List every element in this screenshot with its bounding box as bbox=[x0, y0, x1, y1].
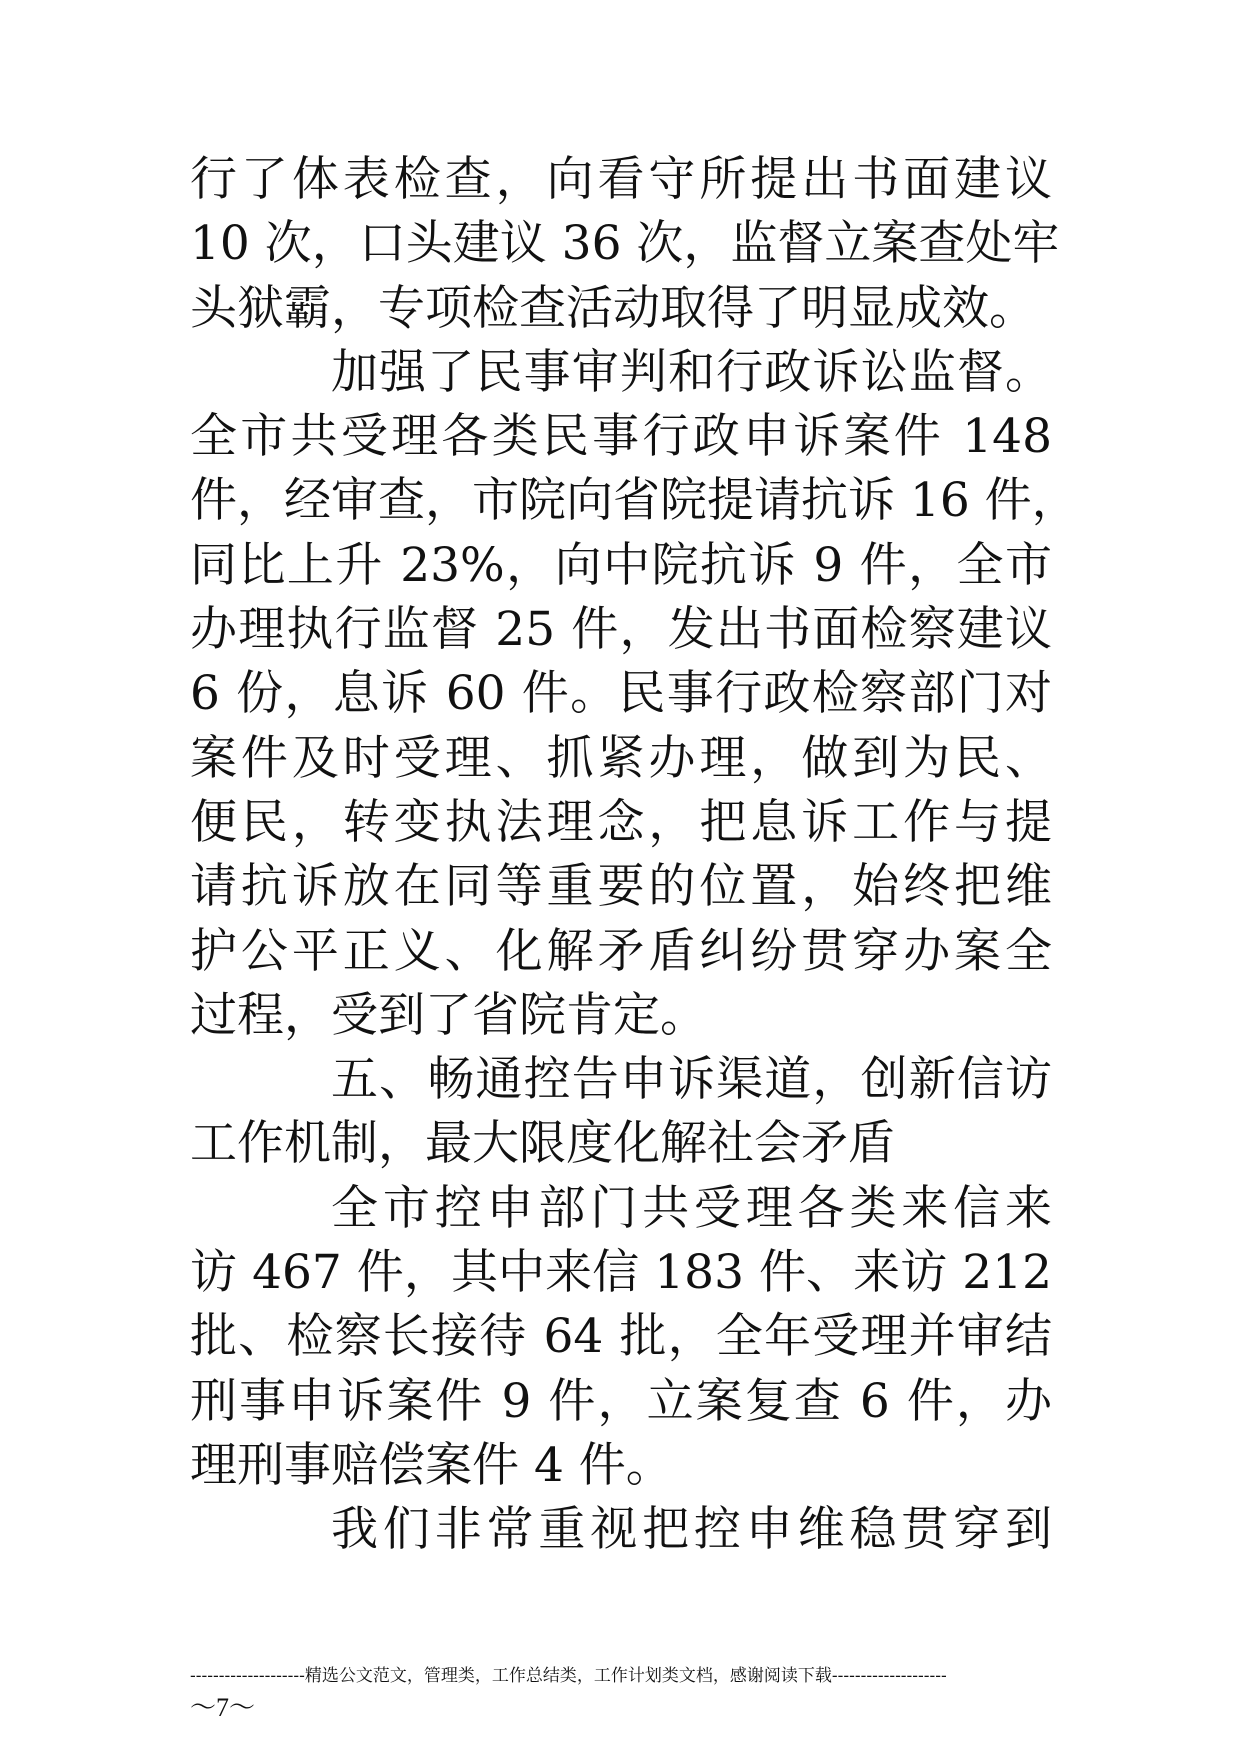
paragraph-start-line: 加强了民事审判和行政诉讼监督。 bbox=[331, 344, 1052, 400]
section-heading-line: 工作机制，最大限度化解社会矛盾 bbox=[190, 1116, 895, 1172]
text-line: 过程，受到了省院肯定。 bbox=[190, 987, 707, 1043]
paragraph-start-line: 我们非常重视把控申维稳贯穿到 bbox=[331, 1502, 1052, 1558]
text-line: 便民，转变执法理念，把息诉工作与提 bbox=[190, 794, 1052, 850]
footer-banner: --------------------精选公文范文，管理类，工作总结类，工作计划类文档，感谢阅读下载-------------------- bbox=[190, 1666, 947, 1686]
text-line: 件，经审查，市院向省院提请抗诉 16 件， bbox=[190, 473, 1079, 529]
text-line: 刑事申诉案件 9 件，立案复查 6 件，办 bbox=[190, 1373, 1052, 1429]
text-line: 理刑事赔偿案件 4 件。 bbox=[190, 1437, 673, 1493]
text-line: 批、检察长接待 64 批，全年受理并审结 bbox=[190, 1309, 1052, 1365]
text-line: 请抗诉放在同等重要的位置，始终把维 bbox=[190, 859, 1052, 915]
text-line: 全市共受理各类民事行政申诉案件 148 bbox=[190, 409, 1052, 465]
section-heading-line: 五、畅通控告申诉渠道，创新信访 bbox=[331, 1052, 1052, 1108]
text-line: 行了体表检查，向看守所提出书面建议 bbox=[190, 152, 1052, 207]
text-line: 案件及时受理、抓紧办理，做到为民、 bbox=[190, 730, 1052, 786]
page-number: ～7～ bbox=[190, 1693, 256, 1722]
body-text bbox=[190, 148, 1079, 1563]
text-line: 护公平正义、化解矛盾纠纷贯穿办案全 bbox=[190, 923, 1052, 979]
paragraph-start-line: 全市控申部门共受理各类来信来 bbox=[331, 1180, 1052, 1236]
text-line: 同比上升 23%，向中院抗诉 9 件，全市 bbox=[190, 537, 1052, 593]
text-line: 头狱霸，专项检查活动取得了明显成效。 bbox=[190, 280, 1036, 336]
text-line: 办理执行监督 25 件，发出书面检察建议 bbox=[190, 602, 1052, 658]
text-line: 6 份，息诉 60 件。民事行政检察部门对 bbox=[190, 666, 1052, 722]
text-line: 10 次，口头建议 36 次，监督立案查处牢 bbox=[190, 216, 1060, 272]
text-line: 访 467 件，其中来信 183 件、来访 212 bbox=[190, 1245, 1052, 1301]
